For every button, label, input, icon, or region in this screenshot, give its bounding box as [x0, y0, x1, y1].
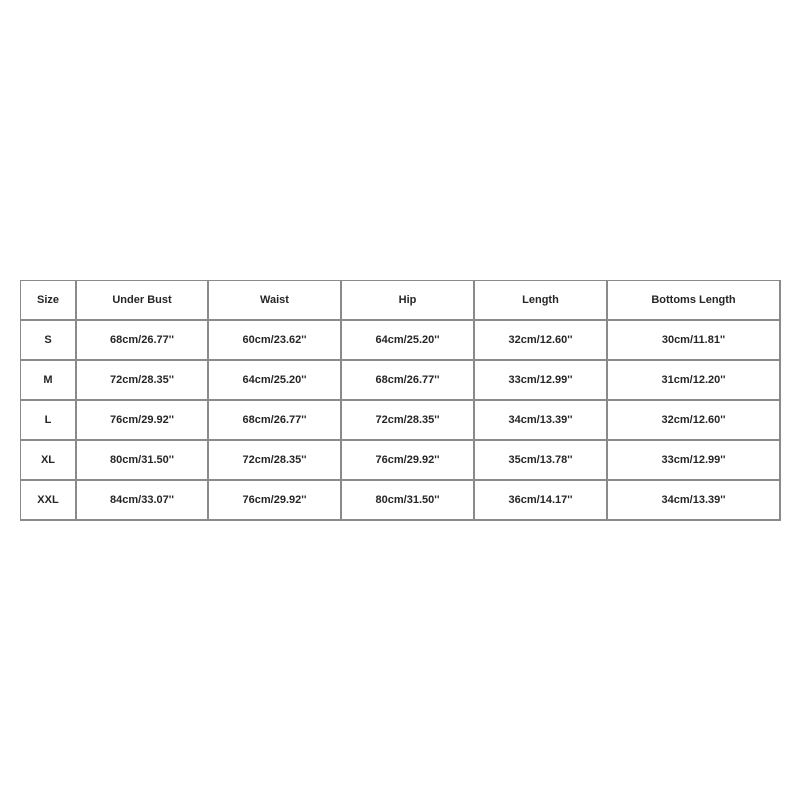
cell-bottoms-length: 32cm/12.60'' [608, 401, 781, 441]
cell-length: 32cm/12.60'' [475, 321, 608, 361]
cell-under-bust: 76cm/29.92'' [77, 401, 209, 441]
cell-hip: 64cm/25.20'' [342, 321, 475, 361]
cell-waist: 76cm/29.92'' [209, 481, 342, 521]
header-size: Size [21, 281, 77, 321]
cell-size: L [21, 401, 77, 441]
cell-under-bust: 80cm/31.50'' [77, 441, 209, 481]
header-under-bust: Under Bust [77, 281, 209, 321]
table-row [21, 441, 781, 481]
table-row [21, 481, 781, 521]
cell-under-bust: 68cm/26.77'' [77, 321, 209, 361]
table-row [21, 321, 781, 361]
cell-size: M [21, 361, 77, 401]
cell-waist: 72cm/28.35'' [209, 441, 342, 481]
cell-length: 34cm/13.39'' [475, 401, 608, 441]
cell-length: 33cm/12.99'' [475, 361, 608, 401]
cell-bottoms-length: 30cm/11.81'' [608, 321, 781, 361]
header-length: Length [475, 281, 608, 321]
cell-length: 35cm/13.78'' [475, 441, 608, 481]
cell-waist: 68cm/26.77'' [209, 401, 342, 441]
cell-bottoms-length: 31cm/12.20'' [608, 361, 781, 401]
cell-length: 36cm/14.17'' [475, 481, 608, 521]
header-bottoms-length: Bottoms Length [608, 281, 781, 321]
cell-size: S [21, 321, 77, 361]
cell-hip: 80cm/31.50'' [342, 481, 475, 521]
size-chart-table [20, 280, 781, 521]
cell-waist: 60cm/23.62'' [209, 321, 342, 361]
cell-waist: 64cm/25.20'' [209, 361, 342, 401]
header-waist: Waist [209, 281, 342, 321]
cell-hip: 72cm/28.35'' [342, 401, 475, 441]
cell-under-bust: 84cm/33.07'' [77, 481, 209, 521]
cell-under-bust: 72cm/28.35'' [77, 361, 209, 401]
table-row [21, 401, 781, 441]
table-row [21, 361, 781, 401]
cell-size: XXL [21, 481, 77, 521]
cell-bottoms-length: 34cm/13.39'' [608, 481, 781, 521]
cell-bottoms-length: 33cm/12.99'' [608, 441, 781, 481]
cell-hip: 68cm/26.77'' [342, 361, 475, 401]
table-header-row [21, 281, 781, 321]
header-hip: Hip [342, 281, 475, 321]
cell-hip: 76cm/29.92'' [342, 441, 475, 481]
cell-size: XL [21, 441, 77, 481]
